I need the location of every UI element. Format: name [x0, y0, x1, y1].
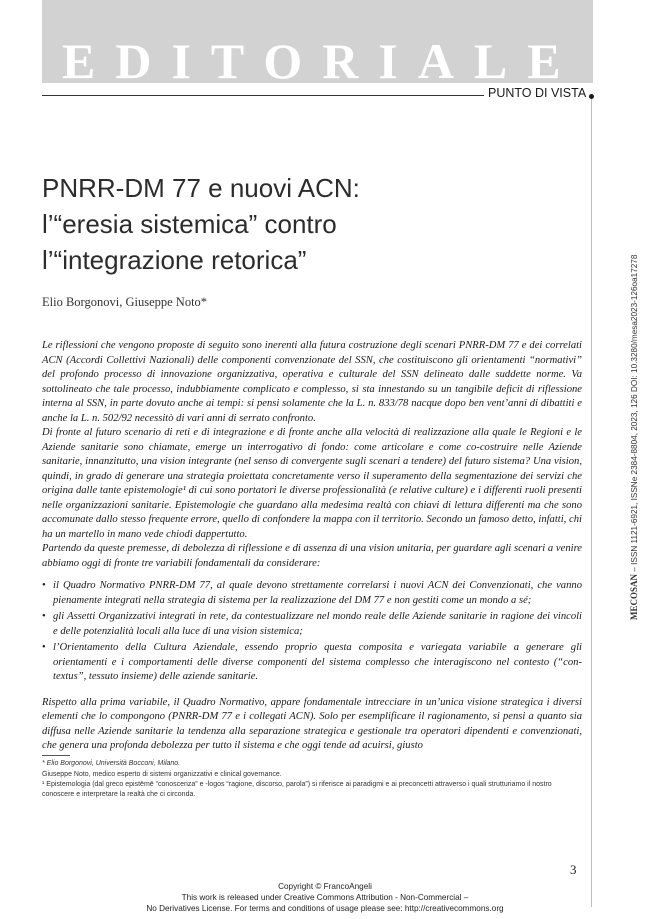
- page-number: 3: [570, 862, 577, 877]
- paragraph-1: Le riflessioni che vengono proposte di seguito sono inerenti alla futura costruzione degli scenari PNRR-DM 77 e dei correlati ACN (Accordi Collettivi Nazionali) delle componenti convenzionate del SSN, che costituiscono gli orientamenti “normativi” del profondo processo di innovazione organizzativa, operativa e culturale del SSN delineato dalle suddette norme. Va sottolineato che tale processo, indubbiamente complicato e complesso, si sta innestando su un tangibile deficit di riflessione interna al SSN, in parte dovuto anche ai tempi: si pensi solamente che la L. n. 833/78 nacque dopo ben vent’anni di dibattiti e anche la L. n. 502/92 necessitò di vari anni di serrato confronto.: [42, 340, 582, 424]
- license-line-2: No Derivatives License. For terms and conditions of usage please see: http://creativecommons.org: [146, 904, 504, 913]
- title-line-2: l’“eresia sistemica” contro: [42, 209, 337, 239]
- footnote-author-1: * Elio Borgonovi, Università Bocconi, Milano.: [42, 760, 181, 767]
- footnotes: [42, 759, 582, 800]
- journal-name: MECOSAN: [629, 573, 639, 620]
- variables-list: [42, 579, 582, 685]
- paragraph-3: Partendo da queste premesse, di debolezza di riflessione e di assenza di una vision unitaria, per guardare agli scenari a venire abbiamo oggi di fronte tre variabili fondamentali da considerare:: [42, 543, 582, 569]
- list-item: • il Quadro Normativo PNRR-DM 77, al quale devono strettamente correlarsi i nuovi ACN dei Convenzionati, che vanno pienamente integrati nella strategia di sistema per la realizzazione del DM 77 e non gestiti come un mondo a sé;: [42, 579, 582, 608]
- list-item: • gli Assetti Organizzativi integrati in rete, da contestualizzare nel mondo reale delle Aziende sanitarie in ragione dei vincoli e delle potenzialità locali alla luce di una vision sistemica;: [42, 610, 582, 639]
- title-line-3: l’“integrazione retorica”: [42, 245, 307, 275]
- title-line-1: PNRR-DM 77 e nuovi ACN:: [42, 173, 360, 203]
- header-rule: [42, 95, 484, 96]
- license-footer: [0, 881, 650, 914]
- article-body: [42, 339, 582, 754]
- footnote-rule: [42, 755, 70, 756]
- article-title: [42, 170, 562, 278]
- editoriale-banner: [42, 0, 593, 83]
- footnote-author-2: Giuseppe Noto, medico esperto di sistemi organizzativi e clinical governance.: [42, 770, 282, 778]
- list-item: • l’Orientamento della Cultura Aziendale, essendo proprio questa composita e variegata variabile a generare gli orientamenti e i comportamenti delle diverse componenti del sistema complesso che interagiscono nel contesto (“con-textus”, tessuto insieme) delle aziende sanitarie.: [42, 641, 582, 685]
- section-label: PUNTO DI VISTA: [488, 86, 587, 100]
- article-authors: Elio Borgonovi, Giuseppe Noto*: [42, 295, 208, 309]
- journal-sidebar: [629, 255, 639, 620]
- margin-rule: [591, 99, 592, 907]
- license-line-1: This work is released under Creative Commons Attribution - Non-Commercial –: [181, 893, 469, 902]
- footnote-1: ¹ Epistemologia (dal greco epistēmē “conoscenza” e -logos “ragione, discorso, parola”) si riferisce ai paradigmi e ai preconcetti attraverso i quali strutturiamo il nostro conoscere e interpretare la realtà che ci circonda.: [42, 781, 552, 798]
- paragraph-4: Rispetto alla prima variabile, il Quadro Normativo, appare fondamentale intrecciare in un’unica visione strategica i diversi elementi che lo compongono (PNRR-DM 77 e i collegati ACN). Solo per esemplificare il ragionamento, si pensi a quanto sia diffusa nelle Aziende sanitarie la tendenza alla separazione strategica e gestionale tra operatori dipendenti e convenzionati, che genera una profonda debolezza per tutto il sistema e che oggi tende ad acuirsi, giusto: [42, 696, 582, 751]
- banner-word: EDITORIALE: [62, 33, 581, 83]
- journal-info: – ISSN 1121-6921, ISSNe 2384-8804, 2023, 126 DOI: 10.3280/mesa2023-126oa17278: [630, 254, 639, 574]
- copyright-line: Copyright © FrancoAngeli: [278, 882, 372, 891]
- paragraph-2: Di fronte al futuro scenario di reti e di integrazione e di fronte anche alla velocità di realizzazione alla quale le Regioni e le Aziende sanitarie sono chiamate, emerge un interrogativo di fondo: come articolare e come co-costruire nelle Aziende sanitarie, innanzitutto, una vision integrante (nel senso di convergente sugli scenari a tendere) del futuro sistema? Una vision, quindi, in grado di generare una strategia proiettata concretamente verso il superamento della segmentazione dei servizi che origina dalle tante epistemologie¹ di cui sono portatori le diverse professionalità (e relative culture) e i differenti ruoli presenti nelle organizzazioni sanitarie. Epistemologie che guardano alla medesima realtà con chiavi di lettura differenti ma che sono accomunate dallo stesso frequente errore, quello di confondere la mappa con il territorio. Secondo un famoso detto, infatti, chi ha un martello in mano vede chiodi dappertutto.: [42, 427, 582, 540]
